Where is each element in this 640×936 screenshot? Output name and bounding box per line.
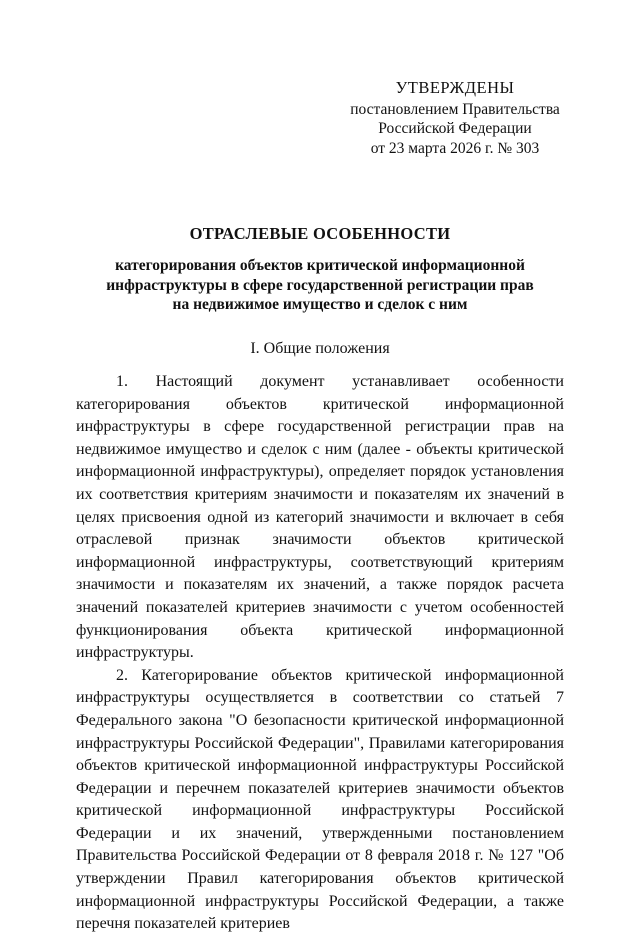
- document-title: ОТРАСЛЕВЫЕ ОСОБЕННОСТИ: [189, 224, 451, 243]
- document-subtitle-line-2: инфраструктуры в сфере государственной регистрации прав: [106, 276, 534, 294]
- body-text: [76, 371, 564, 936]
- approval-stamp: [330, 78, 580, 158]
- document-title-block: [70, 224, 570, 315]
- section-heading: I. Общие положения: [250, 340, 390, 357]
- approval-line-1: постановлением Правительства: [350, 100, 560, 118]
- approval-date-line: от 23 марта 2026 г. № 303: [370, 139, 540, 157]
- paragraph-2: 2. Категорирование объектов критической информационной инфраструктуры осуществляется в соответствии со статьей 7 Федерального закона "О безопасности критической информационной инфраструктуры Российской Федерации", Правилами категорирования объектов критической информационной инфраструктуры Российской Федерации и перечнем показателей критериев значимости объектов критической информационной инфраструктуры Российской Федерации и их значений, утвержденными постановлением Правительства Российской Федерации от 8 февраля 2018 г. № 127 "Об утверждении Правил категорирования объектов критической информационной инфраструктуры Российской Федерации, а также перечня показателей критериев: [76, 666, 564, 933]
- document-subtitle-line-3: на недвижимое имущество и сделок с ним: [172, 296, 468, 313]
- paragraph-1: 1. Настоящий документ устанавливает особенности категорирования объектов критической информационной инфраструктуры в сфере государственной регистрации прав на недвижимое имущество и сделок с ним (далее - объекты критической информационной инфраструктуры), определяет порядок установления их соответствия критериям значимости и показателям их значений в целях присвоения одной из категорий значимости и включает в себя отраслевой признак значимости объектов критической информационной инфраструктуры, соответствующий критериям значимости и показателям их значений, а также порядок расчета значений показателей критериев значимости с учетом особенностей функционирования объекта критической информационной инфраструктуры.: [76, 373, 564, 662]
- approval-title: УТВЕРЖДЕНЫ: [395, 78, 515, 97]
- document-subtitle-line-1: категорирования объектов критической информационной: [115, 257, 525, 274]
- approval-line-2: Российской Федерации: [378, 120, 532, 137]
